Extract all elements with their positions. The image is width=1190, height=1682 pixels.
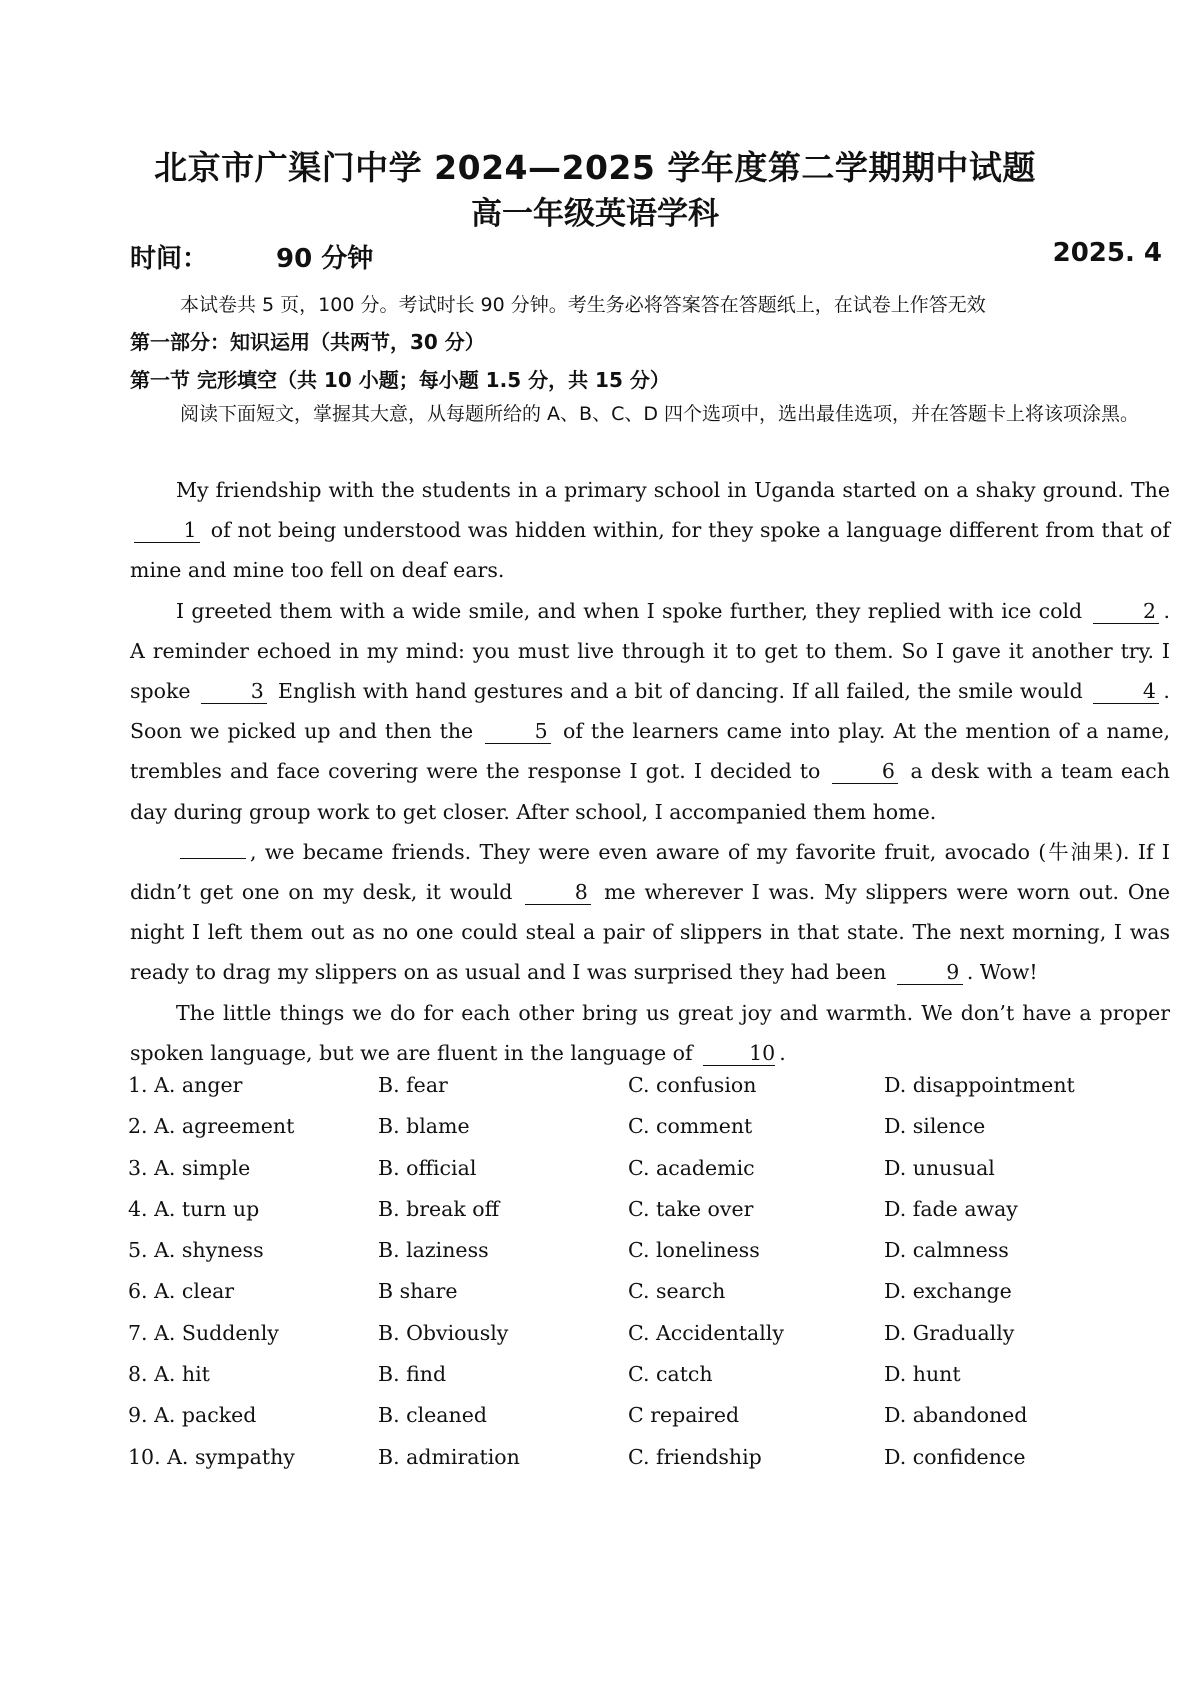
option-a: 6. A. clear: [128, 1279, 235, 1304]
blank-3: 3: [201, 679, 267, 704]
option-b: B. break off: [378, 1196, 500, 1221]
blank-4: 4: [1093, 679, 1159, 704]
passage-text: . Soon we picked up and then the: [130, 679, 1170, 744]
passage-paragraph-3: [130, 832, 1170, 993]
passage-text: English with hand gestures and a bit of dancing. If all failed, the smile would: [278, 679, 1083, 704]
exam-notice: 本试卷共 5 页，100 分。考试时长 90 分钟。考生务必将答案答在答题纸上，在试卷上作答无效: [180, 294, 986, 316]
passage-text: , we became friends. They were even aware of my favorite fruit, avocado (牛油果). If I didn’t get one on my desk, it would: [130, 839, 1170, 905]
exam-title: 北京市广渠门中学 2024—2025 学年度第二学期期中试题: [154, 148, 1036, 187]
option-b: B. admiration: [378, 1444, 520, 1469]
passage-paragraph-2: [130, 591, 1170, 832]
option-row: [128, 1114, 1168, 1155]
passage-paragraph-1: [130, 470, 1170, 591]
option-d: D. disappointment: [884, 1073, 1075, 1097]
passage-text: of not being understood was hidden within, for they spoke a language different from that of mine and mine too fell on deaf ears.: [130, 518, 1170, 583]
blank-6: 6: [832, 759, 898, 784]
option-d: D. fade away: [884, 1196, 1018, 1221]
option-c: C. academic: [628, 1155, 755, 1180]
passage-text: .: [779, 1040, 786, 1065]
option-c: C. Accidentally: [628, 1320, 784, 1345]
option-b: B. cleaned: [378, 1403, 487, 1428]
option-c: C. take over: [628, 1196, 754, 1221]
option-row: [128, 1279, 1168, 1320]
option-d: D. Gradually: [884, 1320, 1015, 1345]
option-row: [128, 1238, 1168, 1279]
option-c: C. search: [628, 1279, 726, 1304]
option-c: C. confusion: [628, 1073, 757, 1097]
blank-1: 1: [134, 518, 200, 543]
exam-date: 2025. 4: [1052, 238, 1162, 268]
passage-paragraph-4: [130, 993, 1170, 1073]
passage-text: me wherever I was. My slippers were worn out. One night I left them out as no one could steal a pair of slippers in that state. The next morning, I was ready to drag my slippers on as usual and I was surprised they had been: [130, 880, 1170, 985]
blank-5: 5: [485, 719, 551, 744]
option-c: C. catch: [628, 1362, 713, 1387]
option-a: 1. A. anger: [128, 1073, 243, 1097]
passage-text: a desk with a team each day during group work to get closer. After school, I accompanied them home.: [130, 759, 1170, 824]
time-label: 时间：: [130, 244, 209, 274]
option-b: B. fear: [378, 1073, 448, 1097]
option-row: [128, 1197, 1168, 1238]
part1-heading: 第一部分：知识运用（共两节，30 分）: [130, 330, 485, 354]
option-row: [128, 1156, 1168, 1197]
cloze-passage: [130, 470, 1170, 1073]
option-row: [128, 1073, 1168, 1114]
option-c: C repaired: [628, 1403, 740, 1428]
option-row: [128, 1321, 1168, 1362]
option-a: 10. A. sympathy: [128, 1444, 295, 1469]
option-a: 5. A. shyness: [128, 1238, 264, 1263]
section1-heading: 第一节 完形填空（共 10 小题；每小题 1.5 分，共 15 分）: [130, 368, 670, 392]
option-a: 8. A. hit: [128, 1362, 210, 1387]
option-d: D. abandoned: [884, 1403, 1028, 1428]
blank-8: 8: [525, 880, 591, 905]
option-d: D. exchange: [884, 1279, 1012, 1304]
passage-text: My friendship with the students in a primary school in Uganda started on a shaky ground. The: [176, 478, 1170, 502]
option-row: [128, 1362, 1168, 1403]
blank-9: 9: [897, 960, 963, 985]
option-d: D. hunt: [884, 1362, 961, 1387]
option-d: D. confidence: [884, 1444, 1026, 1469]
passage-text: . A reminder echoed in my mind: you must live through it to get to them. So I gave it another try. I spoke: [130, 598, 1170, 704]
option-b: B. blame: [378, 1114, 470, 1139]
passage-text: of the learners came into play. At the mention of a name, trembles and face covering were the response I got. I decided to: [130, 719, 1170, 784]
blank-10: 10: [703, 1041, 775, 1066]
option-a: 3. A. simple: [128, 1155, 251, 1180]
blank-2: 2: [1093, 599, 1159, 624]
option-d: D. silence: [884, 1114, 986, 1139]
option-row: [128, 1445, 1168, 1486]
option-row: [128, 1403, 1168, 1444]
option-a: 9. A. packed: [128, 1403, 257, 1428]
passage-text: I greeted them with a wide smile, and when I spoke further, they replied with ice cold: [176, 598, 1083, 623]
option-a: 4. A. turn up: [128, 1196, 260, 1221]
option-d: D. calmness: [884, 1238, 1009, 1263]
exam-meta: [130, 238, 1162, 278]
option-d: D. unusual: [884, 1155, 995, 1180]
option-c: C. loneliness: [628, 1238, 760, 1263]
blank-7: [180, 858, 246, 859]
section1-instructions: 阅读下面短文，掌握其大意，从每题所给的 A、B、C、D 四个选项中，选出最佳选项，并在答题卡上将该项涂黑。: [180, 403, 1140, 425]
option-c: C. comment: [628, 1114, 753, 1139]
option-a: 2. A. agreement: [128, 1114, 295, 1139]
answer-options: [128, 1073, 1168, 1486]
option-a: 7. A. Suddenly: [128, 1320, 279, 1345]
option-c: C. friendship: [628, 1444, 762, 1469]
time-value: 90 分钟: [276, 244, 374, 274]
passage-text: The little things we do for each other bring us great joy and warmth. We don’t have a proper spoken language, but we are fluent in the language of: [130, 1000, 1170, 1065]
option-b: B. laziness: [378, 1238, 489, 1263]
passage-text: . Wow!: [966, 960, 1038, 985]
exam-subtitle: 高一年级英语学科: [471, 196, 719, 232]
option-b: B. official: [378, 1155, 477, 1180]
option-b: B. Obviously: [378, 1320, 509, 1345]
option-b: B. find: [378, 1362, 447, 1387]
option-b: B share: [378, 1279, 458, 1304]
